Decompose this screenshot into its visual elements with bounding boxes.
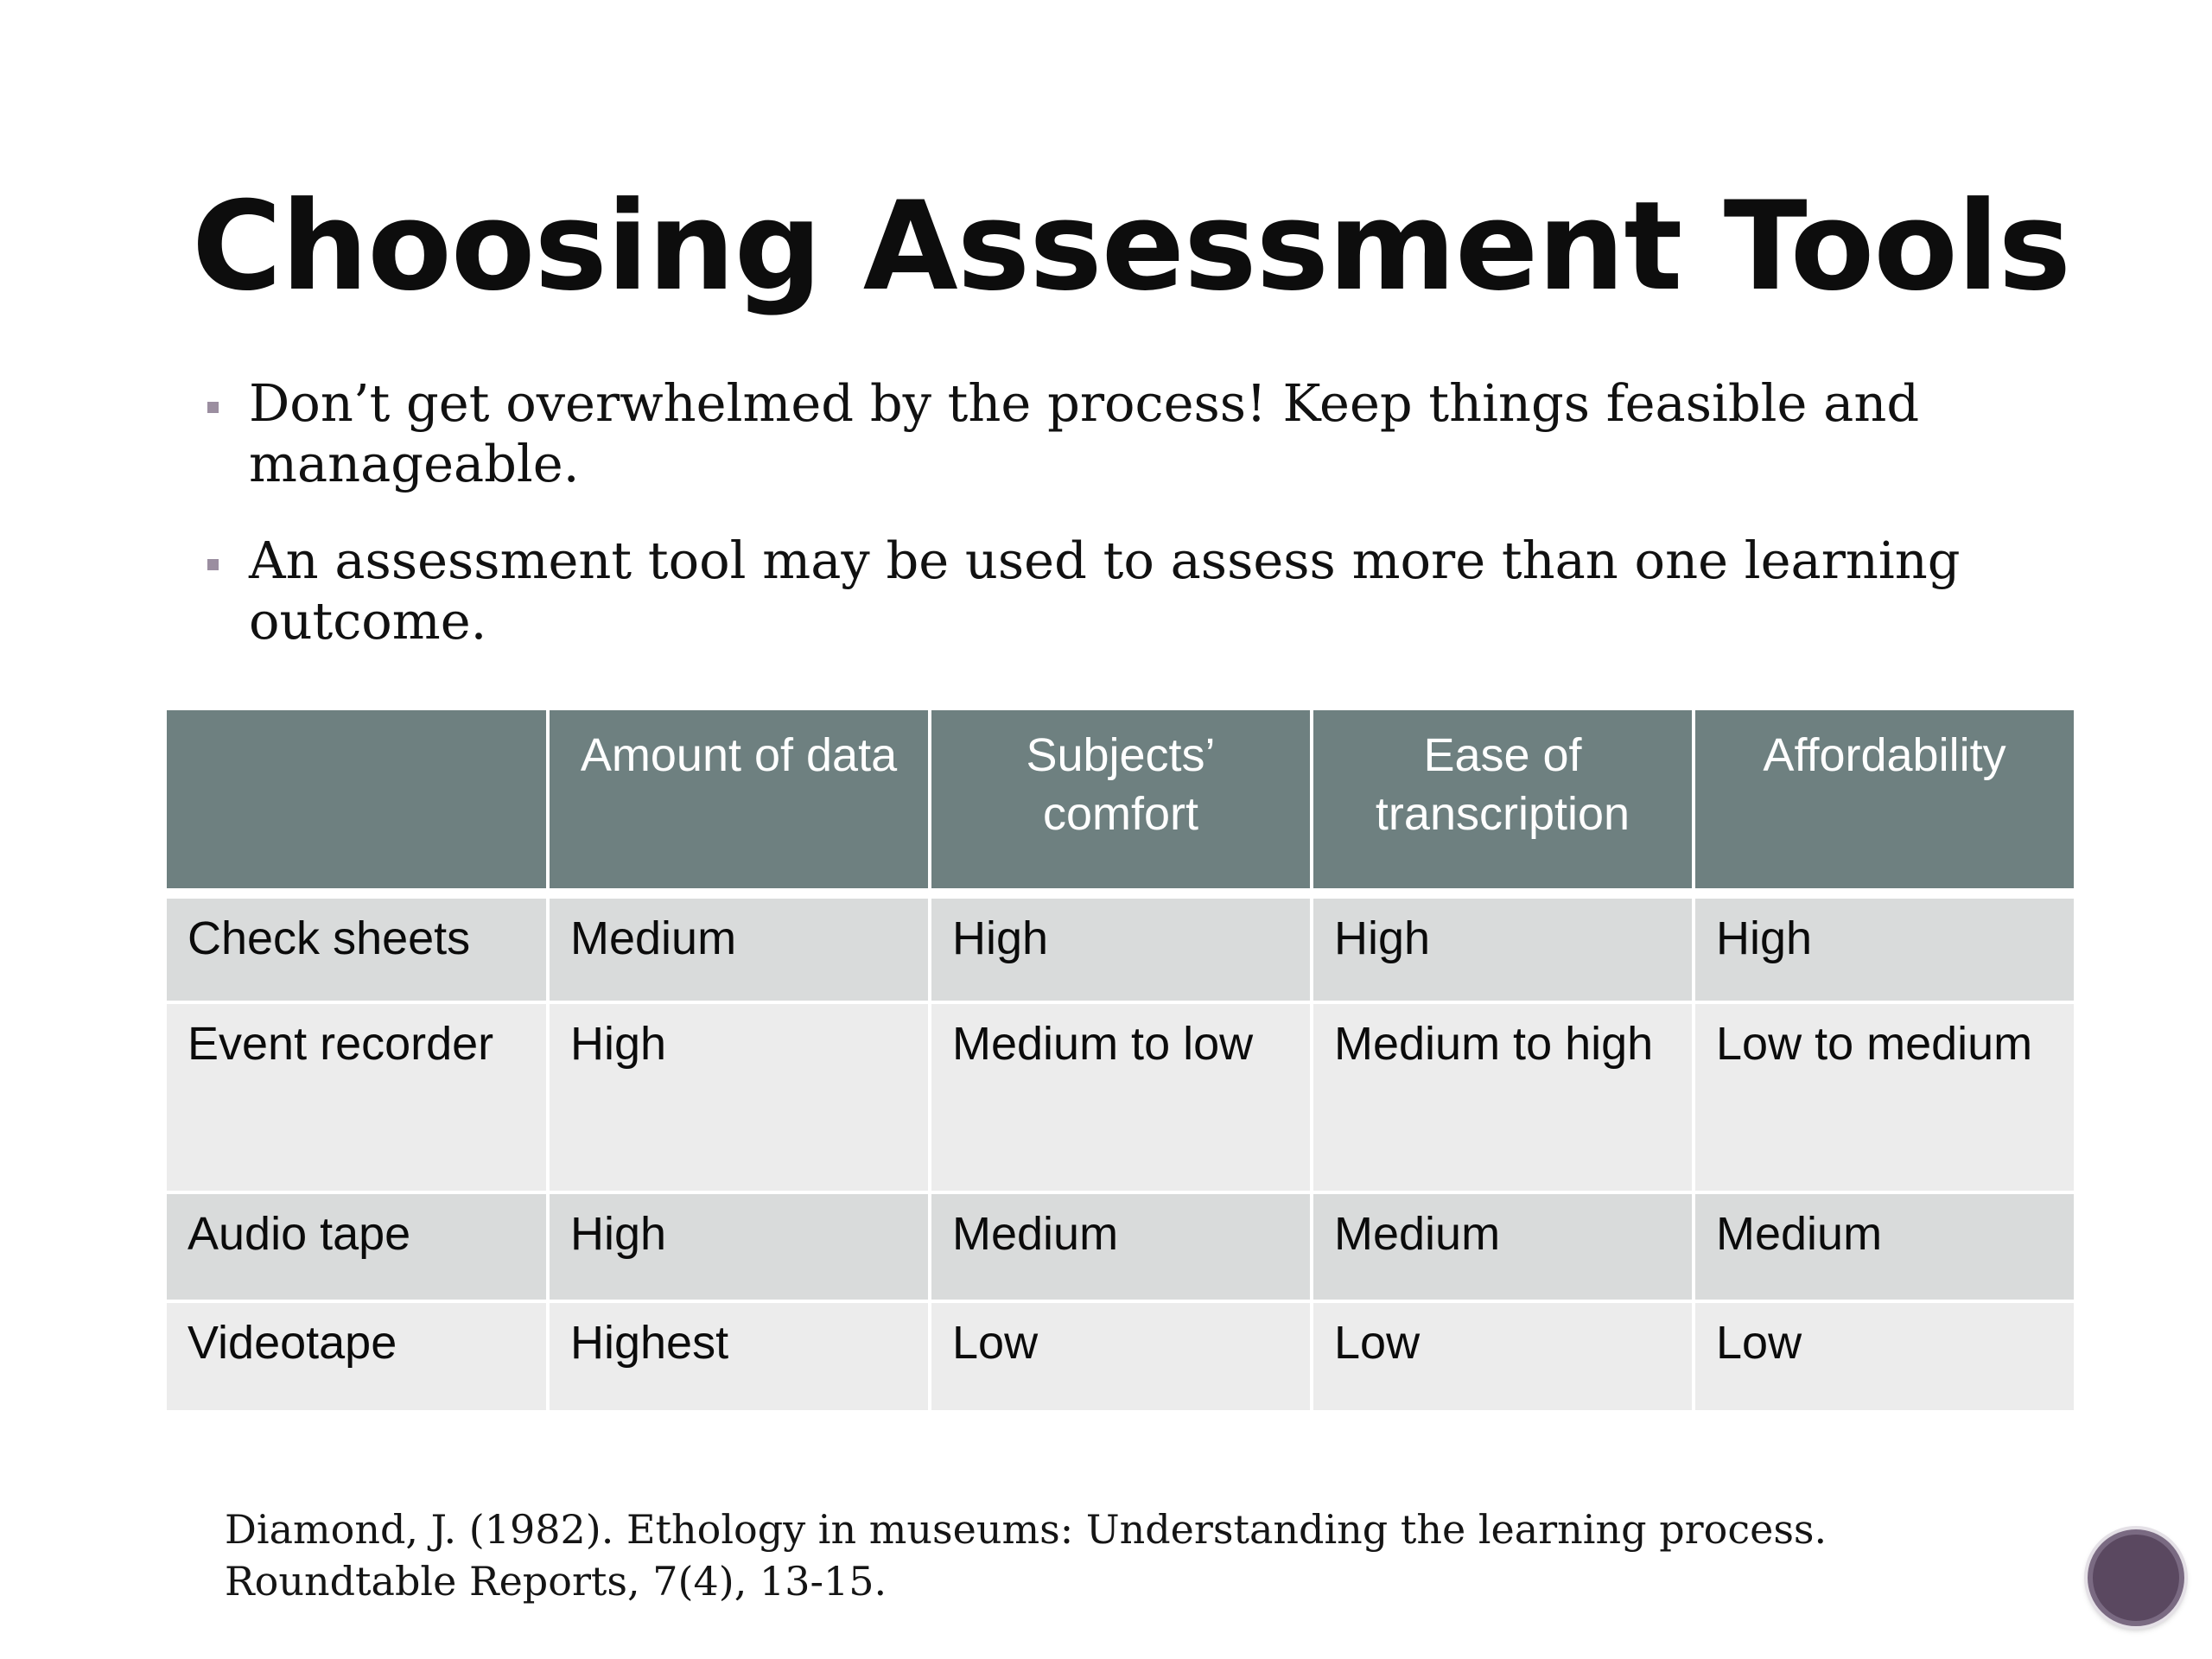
citation-line-1: Diamond, J. (1982). Ethology in museums: Understanding the learning process. [225,1506,1827,1553]
row-label-cell: Event recorder [167,1002,548,1192]
slide-title: Choosing Assessment Tools [192,175,2071,318]
header-cell-affordability: Affordability [1694,710,2074,893]
table-cell: Medium to low [930,1002,1312,1192]
table-cell: Highest [548,1301,930,1412]
row-label-cell: Audio tape [167,1192,548,1301]
bullet-text: Don’t get overwhelmed by the process! Keep things feasible and manageable. [249,373,1920,493]
table-cell: Medium [548,893,930,1002]
table-cell: High [930,893,1312,1002]
table-row [167,1002,2074,1192]
row-label-cell: Videotape [167,1301,548,1412]
bullet-text: An assessment tool may be used to assess more than one learning outcome. [249,531,1961,651]
table-header-row [167,710,2074,893]
circle-nav-icon[interactable] [2088,1529,2184,1626]
header-cell-empty [167,710,548,893]
table-cell: Low [1694,1301,2074,1412]
header-cell-ease-of-transcription: Ease of transcription [1312,710,1694,893]
table-cell: High [1694,893,2074,1002]
square-bullet-icon [207,559,219,570]
table-cell: Low to medium [1694,1002,2074,1192]
table-row [167,893,2074,1002]
bullet-list [204,373,2088,688]
row-label-cell: Check sheets [167,893,548,1002]
square-bullet-icon [207,402,219,413]
citation-line-2: Roundtable Reports, 7(4), 13-15. [225,1558,887,1605]
table-row [167,1301,2074,1412]
table-cell: Medium [930,1192,1312,1301]
table-cell: Medium [1312,1192,1694,1301]
table-cell: High [1312,893,1694,1002]
bullet-item [204,531,2088,652]
table-row [167,1192,2074,1301]
citation [225,1503,2039,1607]
table-cell: High [548,1002,930,1192]
header-cell-subjects-comfort: Subjects’ comfort [930,710,1312,893]
table-cell: Low [1312,1301,1694,1412]
assessment-tools-table [167,710,2074,1414]
bullet-item [204,373,2088,494]
table-cell: Medium to high [1312,1002,1694,1192]
table-cell: Low [930,1301,1312,1412]
table-cell: Medium [1694,1192,2074,1301]
header-cell-amount-of-data: Amount of data [548,710,930,893]
table-cell: High [548,1192,930,1301]
